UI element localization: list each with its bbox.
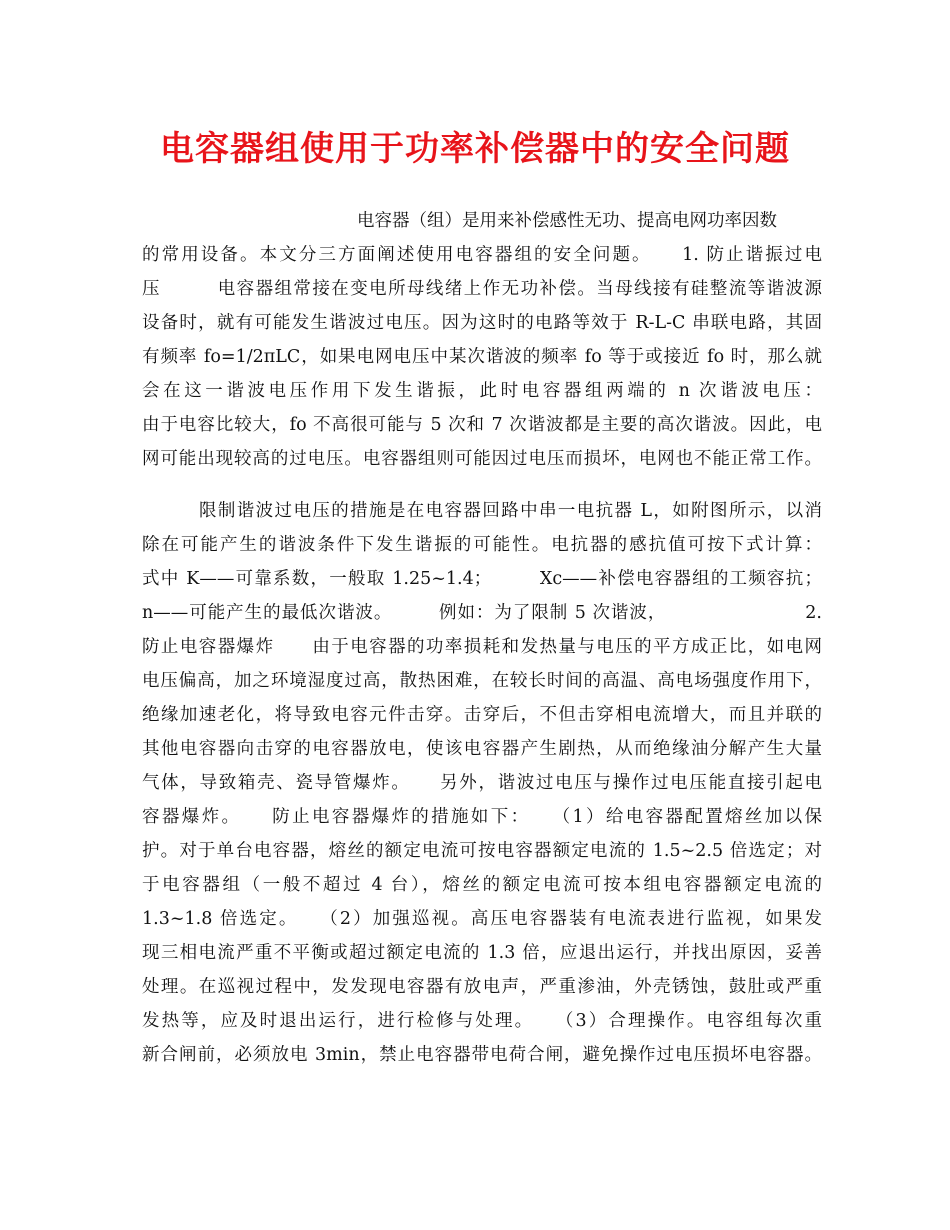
paragraph-line-17: 气体，导致箱壳、瓷导管爆炸。 另外，谐波过电压与操作过电压能直接引起电 (142, 773, 822, 793)
paragraph-line-16: 其他电容器向击穿的电容器放电，使该电容器产生剧热，从而绝缘油分解产生大量 (142, 739, 822, 759)
paragraph-line-23: 处理。在巡视过程中，发发现电容器有放电声，严重渗油，外壳锈蚀，鼓肚或严重 (142, 977, 822, 997)
paragraph-line-9: 限制谐波过电压的措施是在电容器回路中串一电抗器 L，如附图所示，以消 (199, 501, 822, 521)
paragraph-line-3: 压 电容器组常接在变电所母线绪上作无功补偿。当母线接有硅整流等谐波源 (142, 279, 822, 299)
paragraph-line-20: 于电容器组（一般不超过 4 台），熔丝的额定电流可按本组电容器额定电流的 (142, 875, 822, 895)
paragraph-line-1: 电容器（组）是用来补偿感性无功、提高电网功率因数 (357, 211, 777, 231)
paragraph-line-15: 绝缘加速老化，将导致电容元件击穿。击穿后，不但击穿相电流增大，而且并联的 (142, 705, 822, 725)
paragraph-line-22: 现三相电流严重不平衡或超过额定电流的 1.3 倍，应退出运行，并找出原因，妥善 (142, 943, 822, 963)
paragraph-line-6: 会在这一谐波电压作用下发生谐振，此时电容器组两端的 n 次谐波电压： (142, 381, 822, 401)
paragraph-line-4: 设备时，就有可能发生谐波过电压。因为这时的电路等效于 R-L-C 串联电路，其固 (142, 313, 822, 333)
paragraph-line-11: 式中 K——可靠系数，一般取 1.25~1.4； Xc——补偿电容器组的工频容抗； (142, 569, 822, 589)
paragraph-line-18: 容器爆炸。 防止电容器爆炸的措施如下： （1）给电容器配置熔丝加以保 (142, 807, 822, 827)
paragraph-line-8: 网可能出现较高的过电压。电容器组则可能因过电压而损坏，电网也不能正常工作。 (142, 449, 822, 469)
paragraph-line-25: 新合闸前，必须放电 3min，禁止电容器带电荷合闸，避免操作过电压损坏电容器。 (142, 1045, 822, 1065)
paragraph-line-14: 电压偏高，加之环境湿度过高，散热困难，在较长时间的高温、高电场强度作用下， (142, 671, 822, 691)
paragraph-line-19: 护。对于单台电容器，熔丝的额定电流可按电容器额定电流的 1.5~2.5 倍选定；对 (142, 841, 822, 861)
paragraph-line-2: 的常用设备。本文分三方面阐述使用电容器组的安全问题。 1. 防止谐振过电 (142, 245, 822, 265)
document-title: 电容器组使用于功率补偿器中的安全问题 (160, 129, 790, 169)
paragraph-line-12: n——可能产生的最低次谐波。 例如：为了限制 5 次谐波， 2. (142, 603, 822, 623)
paragraph-line-13: 防止电容器爆炸 由于电容器的功率损耗和发热量与电压的平方成正比，如电网 (142, 637, 822, 657)
paragraph-line-5: 有频率 fo=1/2πLC，如果电网电压中某次谐波的频率 fo 等于或接近 fo 时，那么就 (142, 347, 822, 367)
paragraph-line-10: 除在可能产生的谐波条件下发生谐振的可能性。电抗器的感抗值可按下式计算： (142, 535, 822, 555)
paragraph-line-7: 由于电容比较大，fo 不高很可能与 5 次和 7 次谐波都是主要的高次谐波。因此，电 (142, 415, 822, 435)
paragraph-line-24: 发热等，应及时退出运行，进行检修与处理。 （3）合理操作。电容组每次重 (142, 1011, 822, 1031)
paragraph-line-21: 1.3~1.8 倍选定。 （2）加强巡视。高压电容器装有电流表进行监视，如果发 (142, 909, 822, 929)
